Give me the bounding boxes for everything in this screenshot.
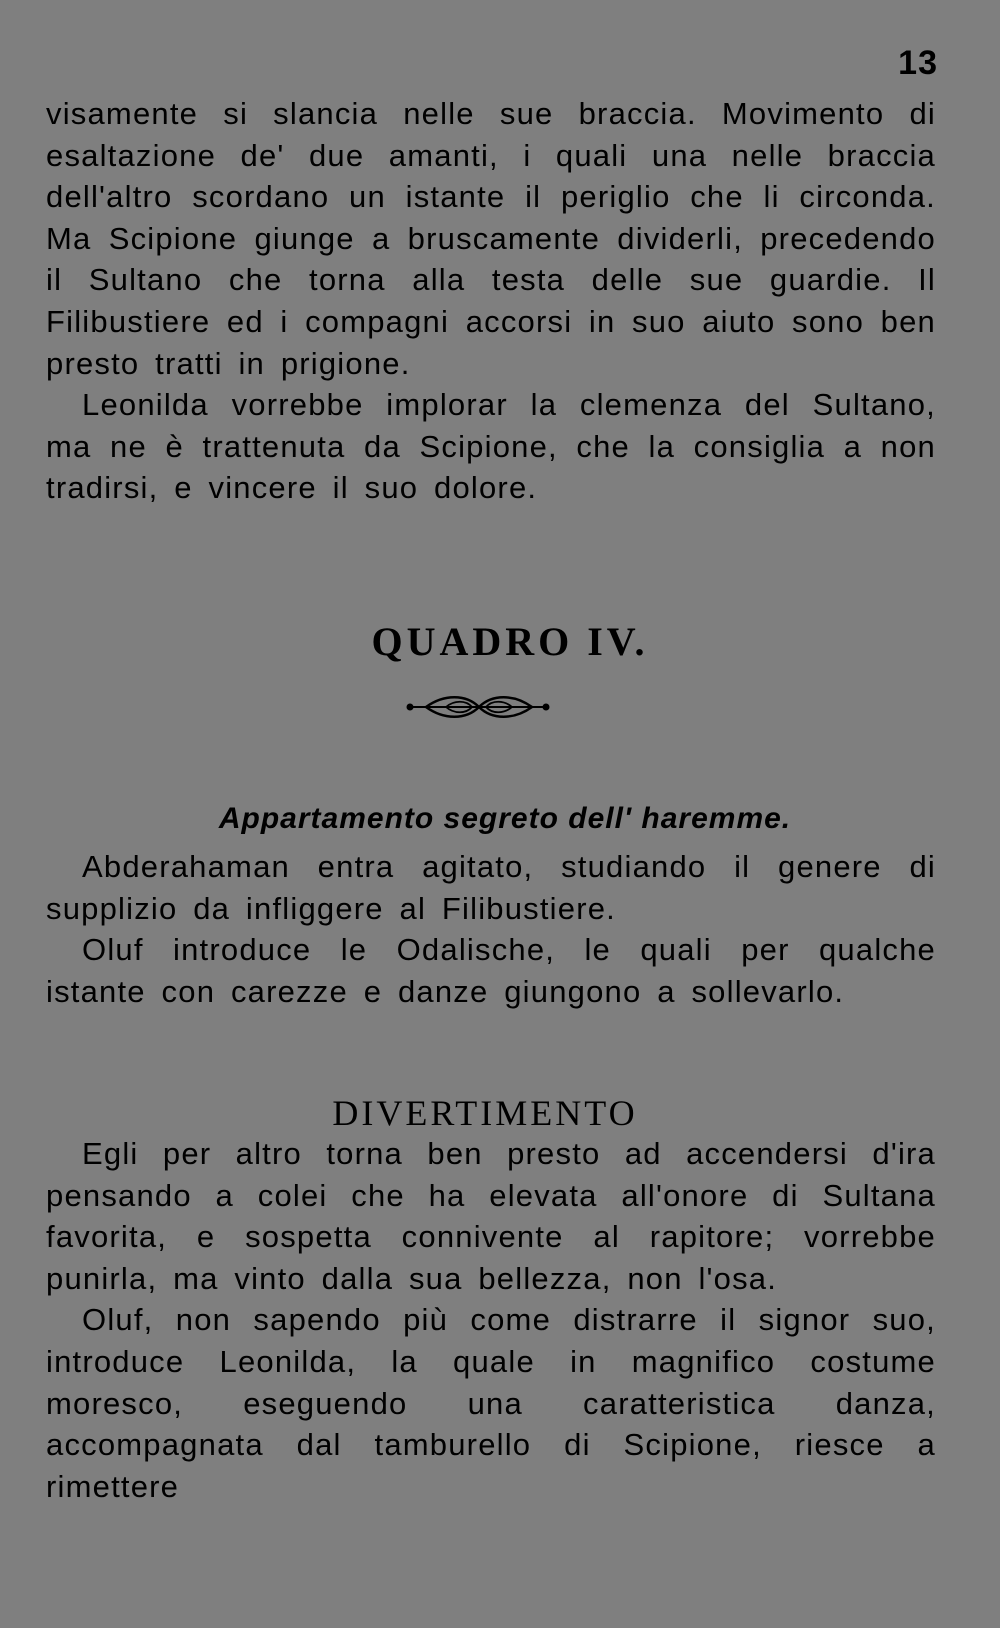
text-block-scene: [46, 846, 936, 1012]
paragraph: Oluf introduce le Odalische, le quali per qualche istante con carezze e danze giungono a sollevarlo.: [46, 932, 936, 1009]
page-number: 13: [898, 44, 938, 82]
paragraph: Oluf, non sapendo più come distrarre il signor suo, introduce Leonilda, la quale in magnifico costume moresco, eseguendo una caratteristica danza, accompagnata dal tamburello di Scipione, riesce a rimettere: [46, 1302, 936, 1504]
paragraph: visamente si slancia nelle sue braccia. Movimento di esaltazione de' due amanti, i quali una nelle braccia dell'altro scordano un istante il periglio che li circonda. Ma Scipione giunge a bruscamente dividerli, precedendo il Sultano che torna alla testa delle sue guardie. Il Filibustiere ed i compagni accorsi in suo aiuto sono ben presto tratti in prigione.: [46, 96, 936, 381]
scene-title: QUADRO IV.: [371, 619, 649, 664]
text-block-opening: [46, 93, 936, 509]
paragraph: Abderahaman entra agitato, studiando il genere di supplizio da infliggere al Filibustiere.: [46, 849, 936, 926]
paragraph: Egli per altro torna ben presto ad accendersi d'ira pensando a colei che ha elevata all'onore di Sultana favorita, e sospetta connivente al rapitore; vorrebbe punirla, ma vinto dalla sua bellezza, non l'osa.: [46, 1136, 936, 1296]
scene-setting: Appartamento segreto dell' haremme.: [218, 802, 792, 835]
paragraph: Leonilda vorrebbe implorar la clemenza del Sultano, ma ne è trattenuta da Scipione, che la consiglia a non tradirsi, e vincere il suo dolore.: [46, 387, 936, 506]
ornament-divider-icon: [404, 690, 554, 720]
section-title: DIVERTIMENTO: [332, 1093, 638, 1133]
text-block-divertimento: [46, 1133, 936, 1507]
